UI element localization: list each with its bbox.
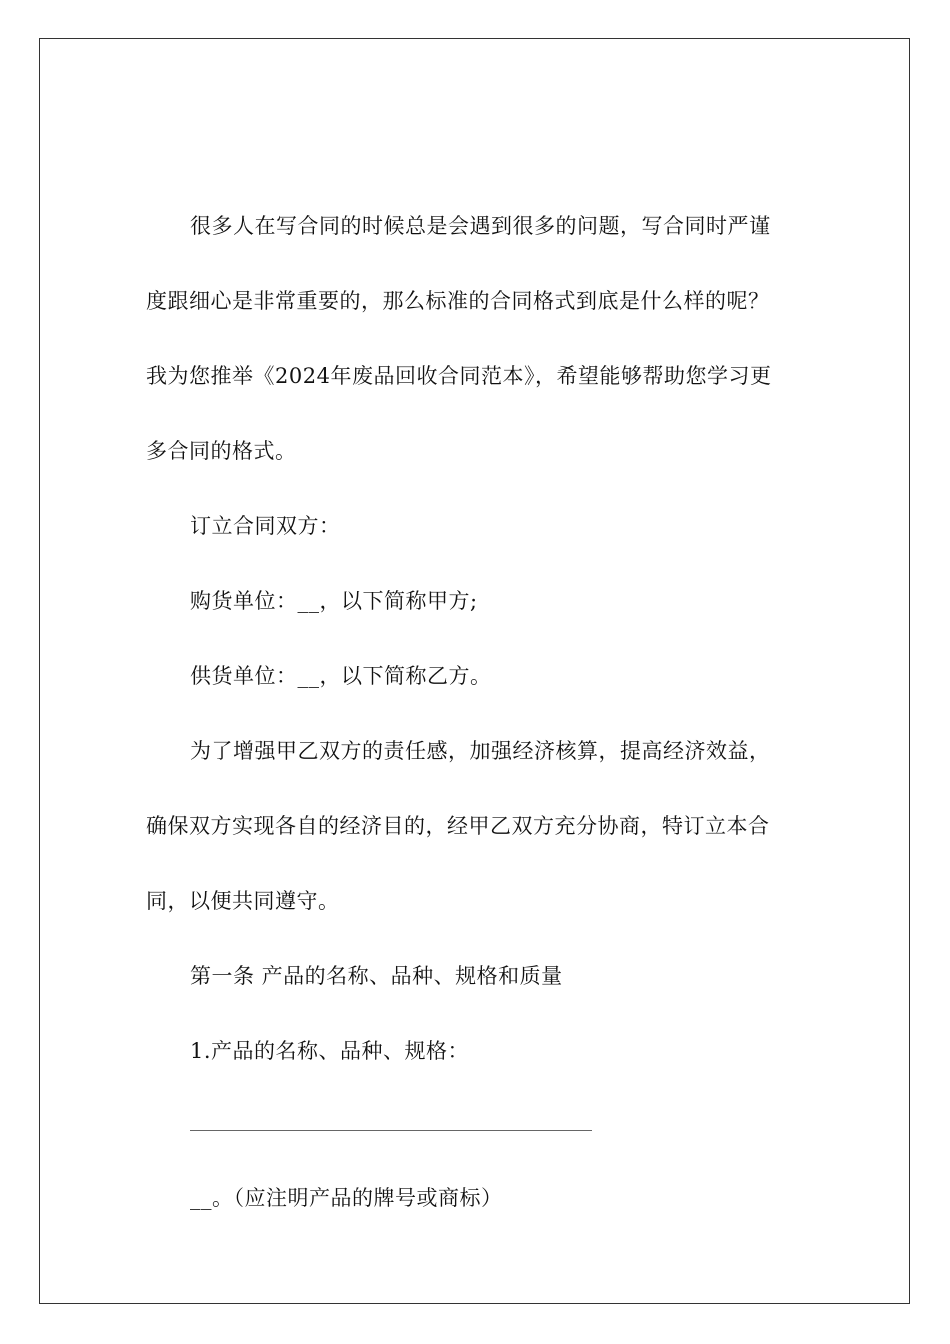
purpose-paragraph-line-3: 同，以便共同遵守。	[146, 889, 340, 913]
article-1-item-1-note: __。（应注明产品的牌号或商标）	[190, 1186, 503, 1210]
intro-paragraph-line-3: 我为您推举《2024年废品回收合同范本》，希望能够帮助您学习更	[146, 364, 772, 388]
article-1-heading: 第一条 产品的名称、品种、规格和质量	[190, 964, 563, 988]
purpose-paragraph-line-1: 为了增强甲乙双方的责任感，加强经济核算，提高经济效益，	[190, 739, 771, 763]
supplier-line: 供货单位：__，以下简称乙方。	[190, 664, 492, 688]
parties-heading: 订立合同双方：	[190, 514, 341, 538]
intro-paragraph-line-2: 度跟细心是非常重要的，那么标准的合同格式到底是什么样的呢？	[146, 289, 770, 313]
buyer-line: 购货单位：__，以下简称甲方;	[190, 589, 478, 613]
intro-paragraph-line-4: 多合同的格式。	[146, 439, 297, 463]
article-1-item-1: 1.产品的名称、品种、规格：	[190, 1039, 470, 1063]
intro-paragraph-line-1: 很多人在写合同的时候总是会遇到很多的问题，写合同时严谨	[190, 214, 771, 238]
purpose-paragraph-line-2: 确保双方实现各自的经济目的，经甲乙双方充分协商，特订立本合	[146, 814, 770, 838]
fill-in-blank-line	[190, 1130, 592, 1131]
